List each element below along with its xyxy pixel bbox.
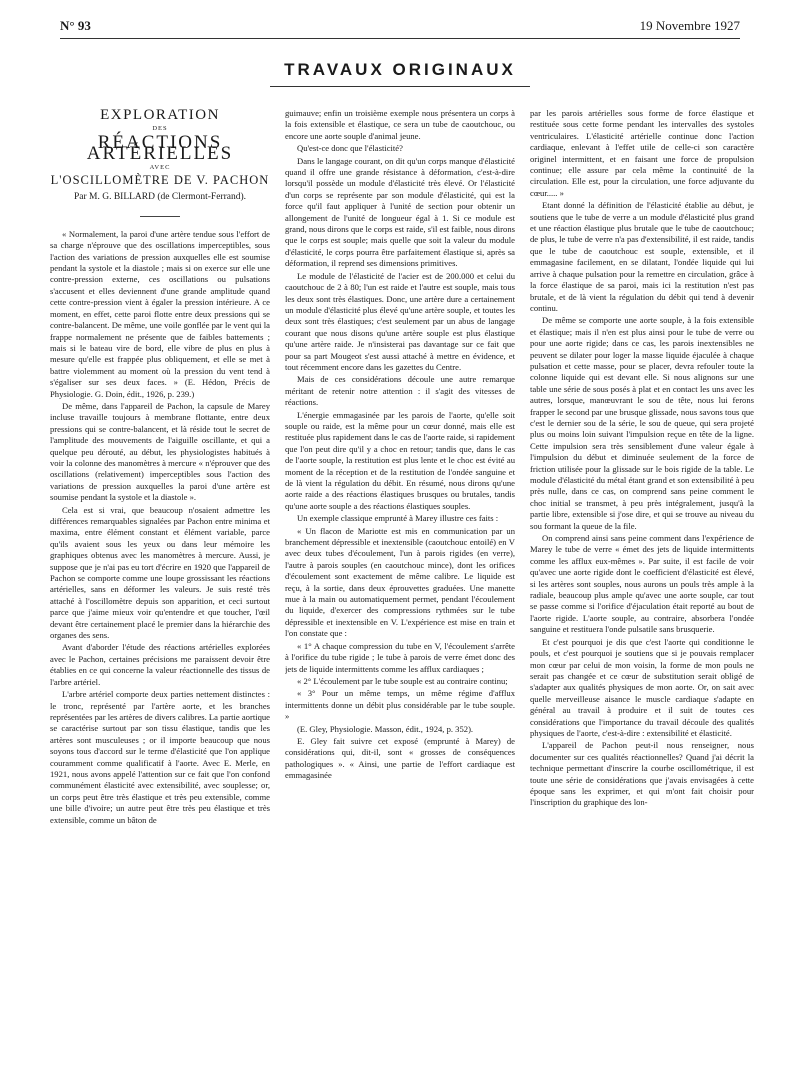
column-1-body [50,229,270,826]
paragraph: De même se comporte une aorte souple, à la fois extensible et élastique; mais il n'en est plus ainsi pour le tube de verre ou pour une aorte rigide; dans ce cas, les parois inextensibles ne peuvent se dilater pour loger la masse liquide éjaculée à chaque pulsation et cette masse, pour se placer, devra refouler toute la colonne liquide qui est devant elle. Si nous alignons sur une table une série de sous posés à plat et en contact les uns avec les autres, lorsque, manœuvrant le sou de tête, nous lui ferons frapper le second par une brusque glissade, nous savons tous que c'est le dernier sou de la série, le sou de queue, qui sera projeté plus ou moins loin suivant l'impulsion reçue en tête de la ligne. Cette impulsion sera très sensiblement d'une valeur égale à l'impulsion du début et diminuée seulement de la force de friction utilisée pour la glissade sur le bois rigide de la table. Le module d'élasticité du métal étant grand et son extensibilité à peu près nulle, dans ce cas, on comprend sans peine comment le choc initial se transmet, à peu près intégralement, jusqu'à la partie libre, extensible si j'ose dire, et qui se trouve au niveau du sou formant la queue de la file. [530,315,754,531]
section-title: TRAVAUX ORIGINAUX [284,60,516,79]
paragraph: par les parois artérielles sous forme de force élastique et restituée sous cette forme pendant les intervalles des systoles ventriculaires. L'élasticité artérielle continue donc l'action cardiaque, enlevant à l'effet utile de celle-ci son caractère originel intermittent, et en faisant une force de propulsion continue; elle assure par cela même la continuité de la circulation. Elle est, pour la circulation, une force adjuvante du cœur..... » [530,108,754,198]
paragraph: On comprend ainsi sans peine comment dans l'expérience de Marey le tube de verre « émet des jets de liquide intermittents comme les afflux eux-mêmes ». Par suite, il est facile de voir qu'avec une aorte rigide dont le coefficient d'élasticité est élevé, si les artères sont souples, nous aurons un pouls très ample à la radiale, beaucoup plus ample qu'avec une aorte souple, car tout se passe comme si l'orifice d'éjaculation était reporté au bout de l'aorte rigide. L'aorte souple, au contraire, absorbera l'ondée sanguine et restituera l'onde pulsatile sans brusquerie. [530,533,754,635]
paragraph: « 3° Pour un même temps, un même régime d'afflux intermittents donne un débit plus considérable par le tube souple. » [285,688,515,722]
paragraph: De même, dans l'appareil de Pachon, la capsule de Marey incluse travaille toujours à membrane flottante, entre deux pressions qui se contre-balancent, et là réside tout le secret de l'amplitude des mouvements de l'aiguille oscillante, et qui a quelque peu dérouté, au début, les physiologistes habitués à voir la colonne des manomètres à mercure « n'éprouver que des oscillations (relativement) imperceptibles sous l'action des variations de pression auxquelles la paroi d'une artère est soumise pendant la systole et la diastole ». [50,400,270,503]
column-3 [530,108,754,1058]
paragraph: « 2° L'écoulement par le tube souple est au contraire continu; [297,675,508,686]
paragraph: Avant d'aborder l'étude des réactions artérielles explorées avec le Pachon, certaines précisions me paraissent devoir être établies en ce qui concerne la valeur réactionnelle des tissus de l'arbre artériel. [50,642,270,687]
article-title-des: DES [152,125,168,133]
paragraph: « 1° A chaque compression du tube en V, l'écoulement s'arrête à l'orifice du tube rigide ; le tube à parois de verre émet donc des jets de liquide intermittents comme les afflux cardiaques ; [285,640,515,674]
column-2 [285,108,515,1058]
paragraph: Et c'est pourquoi je dis que c'est l'aorte qui conditionne le pouls, et c'est pourquoi je soutiens que si je pouvais remplacer mon cœur par celui de mon voisin, la forme de mon pouls ne serait pas changée et ce cœur de substitution serait obligé de s'adapter aux qualités physiques de mon aorte. Or, on sait avec quelle merveilleuse aisance le muscle cardiaque s'adapte en général au travail à produire et il suit de toutes ces considérations que l'importance du travail découle des qualités physiques de l'aorte, c'est-à-dire : extensibilité et élasticité. [530,636,754,738]
paragraph: Qu'est-ce donc que l'élasticité? [297,143,403,154]
article-heading [50,110,270,217]
section-rule [270,86,530,87]
paragraph: Mais de ces considérations découle une autre remarque méritant de retenir notre attention : il s'agit des vitesses de réactions. [285,374,515,408]
paragraph: « Normalement, la paroi d'une artère tendue sous l'effort de sa charge n'éprouve que des oscillations imperceptibles, sous l'action des variations de pression auxquelles elle est soumise pendant la systole et la diastole ; mais si on exerce sur elle une contre-pression externe, ces oscillations ou pulsations s'accusent et elles deviennent d'une grande amplitude quand cette contre-pression vient à égaler la pression intérieure. A ce moment, en effet, cette paroi flotte entre deux pressions qui se contre-balancent. De même, une voile gonflée par le vent qui la frappe normalement ne présente que de faibles battements ; mais si le bateau vire de bord, elle vibre de plus en plus à mesure qu'elle est frappée plus obliquement, et elle se met à battre violemment au moment où la pression du vent tend à s'égaliser sur ses deux faces. » (E. Hédon, Précis de Physiologie. G. Doin, édit., 1926, p. 239.) [50,228,270,399]
paragraph: L'arbre artériel comporte deux parties nettement distinctes : le tronc, représenté par l'artère aorte, et les branches représentées par les artères de divers calibres. La partie aortique se caractérise surtout par son tissu élastique, tandis que les artères sont musculeuses ; or il importe beaucoup que nous soyons tous d'accord sur le terme d'élasticité que l'on applique couramment comme qualificatif à l'aorte. Avec E. Merle, en 1921, nous avons appelé l'attention sur ce fait que l'on confond communément élasticité avec extensibilité, avec souplesse; or, un corps peut être très élastique et très peu extensible, comme une bille d'ivoire; un autre peut être très peu élastique et très extensible, comme un bâton de [50,689,270,825]
article-title-line-3: L'OSCILLOMÈTRE DE V. PACHON [50,173,270,188]
article-author: Par M. G. BILLARD (de Clermont-Ferrand). [73,192,247,203]
paragraph: Un exemple classique emprunté à Marey illustre ces faits : [297,513,499,524]
paragraph: Etant donné la définition de l'élasticité établie au début, je soutiens que le tube de verre a un module d'élasticité plus grand et une réaction élastique plus brutale que le tube de caoutchouc; de plus, le tube de verre n'a pas d'extensibilité, il est raide, tandis que le tube de caoutchouc est souple, extensible, et il emmagasine facilement, en se dilatant, l'ondée liquide qui lui arrive à chaque pulsation pour la remettre en circulation, grâce à la force élastique de sa paroi, mais ici la restitution n'est pas brutale, et de là vient la régulation du débit qui tend à devenir continu. [530,200,754,313]
issue-date: 19 Novembre 1927 [639,18,740,33]
issue-number: N° 93 [60,18,91,33]
paragraph: (E. Gley, Physiologie. Masson, édit., 1924, p. 352). [297,723,474,734]
paragraph: Le module de l'élasticité de l'acier est de 200.000 et celui du caoutchouc de 2 à 80; l'un est raide et l'autre est souple, mais tous les deux sont très élastiques. Donc, une artère dure a certainement un module d'élasticité plus élevé qu'une artère souple, et toutes les deux sont très élastiques; c'est seulement par un abus de langage courant que nous disons qu'une artère souple est plus élastique qu'une artère raide. Je n'insisterai pas davantage sur ce fait que pour sa part Mougeot s'est aussi attaché à mettre en évidence, et tout récemment encore dans les gazettes du Centre. [285,270,515,372]
column-1 [50,108,270,1058]
title-rule [140,216,180,217]
paragraph: E. Gley fait suivre cet exposé (emprunté à Marey) de considérations qui, dit-il, sont « grosses de conséquences pathologiques ». « Ainsi, une partie de l'effort cardiaque est emmagasinée [285,735,515,781]
article-title-line-1: EXPLORATION [100,108,220,123]
paragraph: guimauve; enfin un troisième exemple nous présentera un corps à la fois extensible et élastique, ce sera un tube de caoutchouc, ou encore une aorte souple d'animal jeune. [285,108,515,141]
paragraph: L'appareil de Pachon peut-il nous renseigner, nous documenter sur ces qualités réactionnelles? Quand j'ai décrit la technique permettant d'inscrire la courbe oscillométrique, il est toute une série de considérations que j'avais envisagées à cette époque sans les exprimer, et qui m'ont fait choisir pour l'inscription du graphique des lon- [530,740,754,808]
article-title-avec: AVEC [149,163,171,171]
article-title-line-2: RÉACTIONS ARTÉRIELLES [86,131,234,165]
paragraph: « Un flacon de Mariotte est mis en communication par un branchement dépressible et inextensible (caoutchouc entoilé) en V avec deux tubes d'écoulement, l'un à parois rigides (en verre), l'autre à parois souples (en caoutchouc mince), dont les orifices d'écoulement sont exactement de même calibre. Le liquide est reçu, à la sortie, dans deux éprouvettes graduées. Une manette mue à la main ou automatiquement permet, pendant l'écoulement du liquide, d'exercer des compressions rythmées sur le tube dépressible et inextensible en V. L'expérience est mise en train et l'on constate que : [285,525,515,639]
paragraph: Dans le langage courant, on dit qu'un corps manque d'élasticité quand il offre une grande résistance à déformation, c'est-à-dire lorsqu'il possède un module d'élasticité très élevé. Or l'élasticité d'un corps se représente par son module d'élasticité, qui est la force qu'il faut appliquer à l'unité de section pour obtenir un allongement de l'unité de longueur égal à 1. Si ce module est grand, nous dirons que le corps est raide, s'il est faible, nous dirons que le corps est souple; mais quelle que soit la valeur du module d'élasticité, le corps pourra être parfaitement élastique si, après sa déformation, il reprend ses dimensions primitives. [285,155,515,269]
paragraph: L'énergie emmagasinée par les parois de l'aorte, qu'elle soit souple ou raide, est la même pour un cœur donné, mais elle est restituée plus rapidement dans le cas de l'aorte raide, si rapidement que l'on peut dire qu'il y a choc en retour; tandis que, dans le cas de l'aorte souple, la restitution est plus lente et le choc est évité au moment de la réception et de la restitution de l'ondée sanguine et de là vient la régulation du débit. En résumé, nous dirons qu'une aorte raide a des réactions élastiques brusques ou brutales, tandis qu'une aorte souple a des réactions élastiques souples. [285,409,515,511]
header-rule [60,38,740,39]
paragraph: Cela est si vrai, que beaucoup n'osaient admettre les différences remarquables signalées par Pachon entre minima et maxima, entre élément constant et élément variable, parce qu'ils avaient sous les yeux ou dans leur mémoire les graphiques obtenus avec les manomètres à mercure. Aussi, je suppose que je n'ai pas eu tort d'écrire en 1920 que l'appareil de Pachon se comporte comme une loupe grossissant les réactions artérielles, sans en déformer les valeurs. Je suis resté très attaché à l'oscillomètre depuis son apparition, et ceci surtout parce que j'aime mieux voir qu'entendre et que toucher, l'œil devant être certainement placé le premier dans la hiérarchie des organes des sens. [50,504,270,641]
page-header [60,18,740,38]
